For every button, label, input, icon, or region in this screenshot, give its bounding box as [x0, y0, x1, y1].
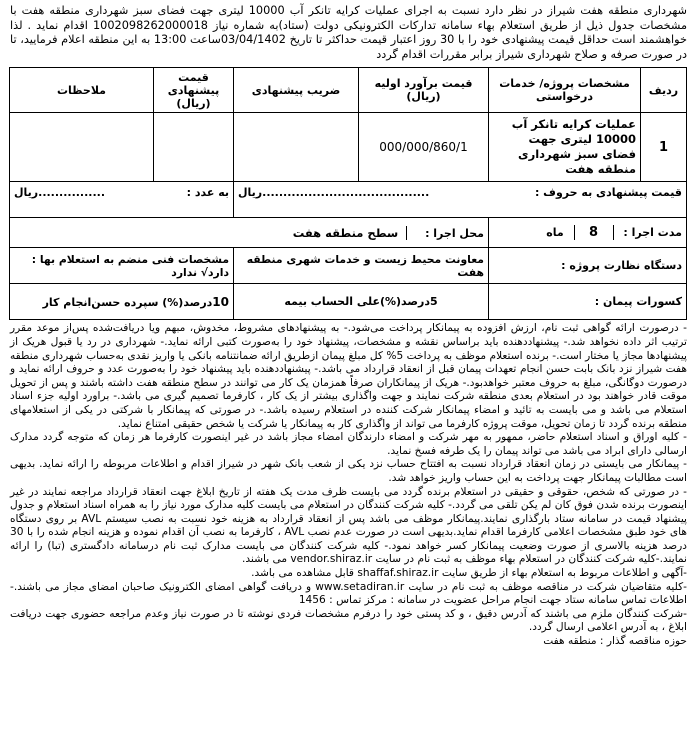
item-offer-cell[interactable] [154, 113, 234, 182]
note-paragraph: حوزه مناقصه گذار : منطقه هفت [543, 635, 687, 648]
duration-value: 8 [574, 225, 614, 240]
note-paragraph: - در صورتی که شخص، حقوقی و حقیقی در استعلام برنده گردد می بایست ظرف مدت یک هفته از تاریخ ابلاغ جهت انعقاد قرارداد مراجعه نمایند در غیر اینصورت برنده شدن فوق کان لم یکن تلقی می گردد.- کلیه شرکت کنندگان در استعلام می بایست کلیه مدارک مورد نیاز را به همراه اسناد استعلام و جدول پیشنهاد قیمت در سامانه ستاد بارگذاری نمایند.پیمانکار موظف می باشد پس از انعقاد قرارداد به هزینه خود نسبت به نصب سیستم AVL بر روی دستگاه های خود طبق مشخصات اعلامی کارفرما اقدام نماید.بدیهی است در صورت عدم نصب AVL ، کارفرما به نصب آن اقدام نموده و هزینه انجام شده را با 30 درصد هزینه بالاسری از صورت وضعیت پیمانکار کسر خواهد نمود.- کلیه شرکت کنندگان می بایست مدارک ثبت نام درسامانه دادگستری (تبا) را ارائه نمایند.-کلیه شرکت کنندگان در استعلام بهاء موظف به ثبت نام در سایت vendor.shiraz.ir می باشند. [10, 485, 688, 566]
inquiry-table [9, 67, 687, 320]
guarantee-text: درصد(%) سپرده حسن‌انجام کار [42, 295, 213, 309]
price-number-label: به عدد : [186, 186, 229, 200]
duration-unit: ماه [546, 226, 564, 240]
duration-cell [489, 218, 687, 248]
duration-row [10, 218, 687, 248]
note-paragraph: - پیمانکار می بایستی در زمان انعقاد قرارداد نسبت به افتتاح حساب نزد یکی از شعب بانک شهر در شیراز اقدام و اطلاعات مربوطه را ارائه نماید. بدیهی است مطالبات پیمانکار جهت پرداخت به این حساب واریز خواهد شد. [10, 458, 687, 484]
location-label: محل اجرا : [425, 226, 484, 240]
notes-section [10, 322, 687, 648]
header-estimate: قیمت برآورد اولیه (ریال) [359, 68, 489, 113]
header-coefficient: ضریب پیشنهادی [234, 68, 359, 113]
note-paragraph: - کلیه اوراق و اسناد استعلام حاضر، ممهور به مهر شرکت و امضاء دارندگان امضاء مجاز باشد در غیر اینصورت کارفرما هر زمان که متوجه گردد مدارک ارسالی دارای ابراد می باشد می تواند پیمان را یک طرفه فسخ نماید. [10, 431, 687, 457]
supervisor-label: دستگاه نظارت پروژه : [489, 248, 687, 284]
note-paragraph: -آگهی و اطلاعات مربوط به استعلام بهاء از طریق سایت shaffaf.shiraz.ir قابل مشاهده می باشد. [251, 567, 687, 580]
price-words-label: قیمت پیشنهادی به حروف : [534, 186, 682, 200]
supervisor-row [10, 248, 687, 284]
price-words-cell [234, 182, 687, 218]
item-row-number: 1 [641, 113, 687, 182]
price-words-row [10, 182, 687, 218]
supervisor-value: معاونت محیط زیست و خدمات شهری منطقه هفت [234, 248, 489, 284]
tech-spec-cell [10, 248, 234, 284]
note-paragraph: - درصورت ارائه گواهی ثبت نام، ارزش افزوده به پیمانکار پرداخت می‌شود.- به پیشنهادهای مشروط، مخدوش، مبهم ویا دریافت‌شده پس‌از موعد مقرر ترتیب اثر داده نخواهد شد.- پیشنهاددهنده باید براساس نقشه و مشخصات، پیشنهاد خود را به‌صورت کتبی ارائه نماید.- شهرداری در رد یا قبول هریک از پیشنهادها مجاز یا مختار است.- برنده استعلام موظف به پرداخت 5% کل مبلغ پیمان ازطریق ارائه ضمانتنامه بانکی یا واریز نقدی به‌حساب شهرداری منطقه هفت شیراز نزد بانک بابت حسن انجام تعهدات پیمان قبل از انعقاد قرارداد می باشد.- پیشنهاددهنده باید پیشنهاد خود را به‌صورت عدد و حروف ارائه نماید و درصورت دوگانگی، مبلغ به حروف معتبر خواهدبود.- هریک از پیمانکاران صرفاً همزمان یک کار می توانند در سطح منطقه هفت داشته باشند و پس از تحویل موقت قادر خواهند بود در استعلام بعدی منطقه شرکت نمایند و جهت واگذاری بیشتر از یک کار ، کارفرما تصمیم گیری می باشد.- براورد اولیه جزء اسناد استعلام می باشد و می بایست به تائید و امضاء پیمانکار شرکت کننده در استعلام رسیده باشد.- در صورتی که پیمانکار با شرکتی در یکی از استعلامهای منطقه برنده گردد تا زمان تحویل، موقت پروژه کارفرما می تواند از واگذاری کار به پیمانکار یا شرکت یا شخص حقیقی امتناع نماید. [10, 322, 688, 430]
tech-yes-label: دارد [208, 265, 229, 279]
note-paragraph: -شرکت کنندگان ملزم می باشند که آدرس دقیق ، و کد پستی خود را درفرم مشخصات فردی نوشته تا در صورت نیاز وعدم مراجعه حضوری جهت دریافت ابلاغ ، به آدرس اعلامی ارسال گردد. [10, 607, 687, 634]
deductions-row [10, 284, 687, 320]
header-remarks: ملاحظات [10, 68, 154, 113]
item-spec: عملیات کرایه تانکر آب 10000 لیتری جهت فضای سبز شهرداری منطقه هفت [489, 113, 641, 182]
guarantee-percent: 10 [212, 294, 229, 309]
duration-label: مدت اجرا : [623, 226, 682, 240]
header-offer-price: قیمت پیشنهادی (ریال) [154, 68, 234, 113]
location-cell [10, 218, 489, 248]
tech-no-label: ندارد [171, 265, 198, 279]
price-number-cell [10, 182, 234, 218]
guarantee-deduction [10, 284, 234, 320]
intro-paragraph: شهرداری منطقه هفت شیراز در نظر دارد نسبت به اجرای عملیات کرایه تانکر آب 10000 لیتری جهت فضای سبز شهرداری منطقه هفت با مشخصات جدول ذیل از طریق استعلام بهاء سامانه تدارکات الکترونیکی دولت (ستاد)به شماره نیاز 1002098262000018 اقدام نماید . لذا خواهشمند است حداقل قیمت پیشنهادی خود را با 30 روز اعتبار قیمت حداکثر تا تاریخ 03/04/1402ساعت 13:00 به این منطقه اعلام فرمایید، تا در صورت صرفه و صلاح شهرداری شیراز برابر مقررات اقدام گردد [10, 4, 687, 61]
item-estimate: 000/000/860/1 [359, 113, 489, 182]
item-remarks-cell [10, 113, 154, 182]
tech-yes-check[interactable]: √ [200, 265, 208, 279]
table-header-row [10, 68, 687, 113]
note-paragraph: -کلیه متقاضیان شرکت در مناقصه موظف به ثبت نام در سایت www.setadiran.ir و دریافت گواهی امضای الکترونیک صاحبان امضای مجاز می باشند.-اطلاعات تماس سامانه ستاد جهت انجام مراحل عضویت در سامانه : مرکز تماس : 1456 [10, 580, 687, 607]
header-spec: مشخصات پروژه/ خدمات درخواستی [489, 68, 641, 113]
tech-spec-label: مشخصات فنی منضم به استعلام بها : [31, 252, 229, 266]
deductions-label: کسورات پیمان : [489, 284, 687, 320]
header-row-number: ردیف [641, 68, 687, 113]
item-coefficient-cell[interactable] [234, 113, 359, 182]
insurance-deduction: 5درصد(%)علی الحساب بیمه [234, 284, 489, 320]
location-value: سطح منطقه هفت [293, 226, 408, 240]
price-words-blank[interactable]: ........................................ریال [238, 186, 430, 200]
table-row [10, 113, 687, 182]
price-number-blank[interactable]: ................ریال [14, 186, 105, 200]
